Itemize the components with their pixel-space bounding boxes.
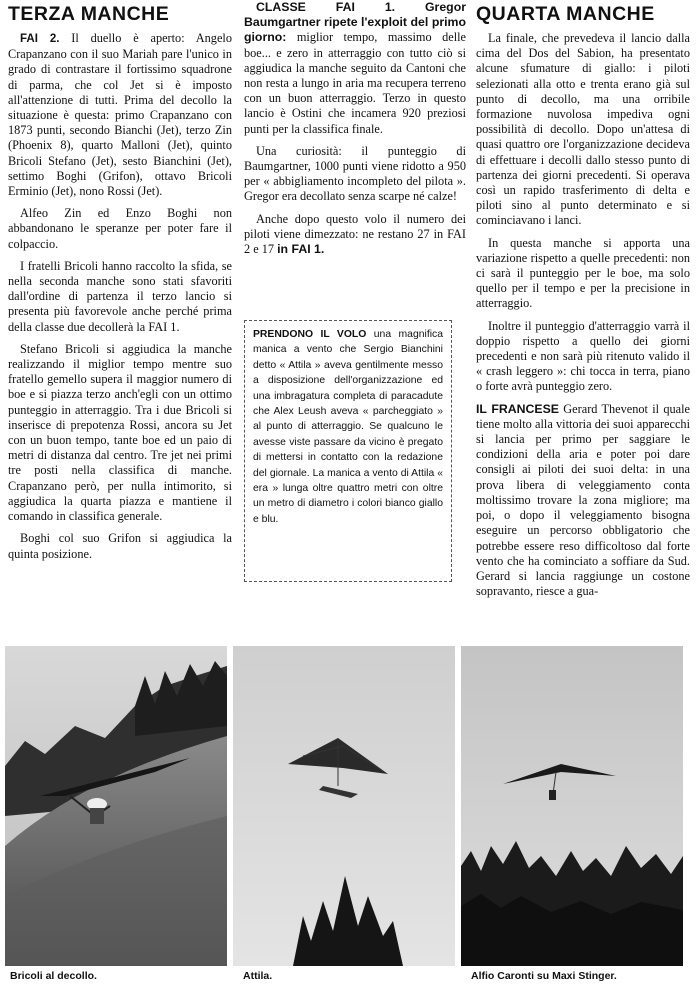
notice-lead: PRENDONO IL VOLO [253,329,367,340]
caption-photo1: Bricoli al decollo. [10,970,97,982]
paragraph [244,212,466,258]
column-terza-manche [8,0,232,569]
paragraph-text: Anche dopo questo volo il numero dei piloti viene dimezzato: ne restano 27 in FAI 2 e 17 [244,211,466,257]
paragraph-text: miglior tempo, massimo delle boe... e zero in atterraggio con tutto ciò si aggiudica la manche seguito da Cantoni che non resta a lungo in aria ma recupera terreno con un buon atterraggio. Terzo in questo lancio è Ostini che incamera 920 preziosi punti per la classifica finale. [244,30,466,136]
paragraph: Alfeo Zin ed Enzo Boghi non abbandonano le speranze per poter fare il colpaccio. [8,206,232,251]
paragraph: Boghi col suo Grifon si aggiudica la quinta posizione. [8,531,232,561]
photo-bricoli-image [5,646,227,966]
paragraph-text: Il duello è aperto: Angelo Crapanzano con il suo Mariah pare l'unico in grado di contrastare il fortissimo squadrone di parma, che col Jet si è imposto all'attenzione di tutti. Prima del decollo la situazione è questa: primo Crapanzano con 1873 punti, secondo Bianchi (Jet), terzo Zin (Phoenix 8), quarto Malloni (Jet), quinto Bricoli Stefano (Jet), sesto Bianchini (Jet), settimo Boghi (Grifon), ottavo Bricoli Erminio (Jet), nono Rossi (Jet). [8,31,232,199]
notice-text: una magnifica manica a vento che Sergio Bianchini detto « Attila » aveva gentilmente messo a disposizione dell'organizzazione ed una imbragatura completa di paracadute che Alex Leush aveva « parcheggiato » al punto di atterraggio. Se qualcuno le avesse viste passare da vicino è pregato di mettersi in contatto con la redazione del giornale. La manica a vento di Attila « era » lunga oltre quattro metri con oltre un metro di diametro i colori bianco giallo e blu. [253,329,443,525]
notice-box [244,320,452,582]
lead-il-francese: IL FRANCESE [476,401,559,416]
paragraph: Inoltre il punteggio d'atterraggio varrà il doppio rispetto a quello dei giorni precedenti e non sarà più ritenuto valido il « crash leggero »: chi tocca in terra, piano o forte avrà punteggio zero. [476,318,690,394]
bold-fai1: in FAI 1. [277,242,325,257]
column-classe-fai1 [244,0,466,264]
column-quarta-manche [476,0,690,606]
paragraph-text: Gerard Thevenot il quale tiene molto alla vittoria dei suoi apparecchi si lancia per primo per saggiare le condizioni della aria e poter poi dare consigli ai piloti dei suoi delta: in una prova libera di veleggiamento conta moltissimo trovare la zona migliore; ma poi, o dopo il veleggiamento bisogna eseguire un percorso obbligatorio che potrebbe essere reso difficoltoso dal forte vento che ha cominciato a soffiare da Sud. Gerard si lancia raggiunge un costone sopravanto, riesce a gua- [476,401,691,599]
paragraph: Stefano Bricoli si aggiudica la manche realizzando il miglior tempo mentre suo fratello gemello supera il maggior numero di boe e si piazza terzo anch'egli con un ottimo punteggio in atterraggio. Tra i due Bricoli si inserisce di prepotenza Rossi, ancora su Jet con un buon tempo, tante boe ed un paio di metri di distanza dal centro. Tre jet nei primi tre posti nella classifica di manche. Crapanzano però, per nulla intimorito, si aggiudica la quarta piazza e mantiene il comando in classifica generale. [8,341,232,524]
photo-caronti [461,646,683,966]
paragraph [8,31,232,199]
paragraph [244,0,466,137]
paragraph [476,402,690,600]
lead-fai2: FAI 2. [20,33,60,45]
photo-bricoli-decollo [5,646,227,966]
caption-photo3: Alfio Caronti su Maxi Stinger. [471,970,617,982]
paragraph: I fratelli Bricoli hanno raccolto la sfida, se nella seconda manche sono stati sfavoriti dall'ordine di partenza il terzo lancio si presenta più favorevole anche perché prima della classe due decollerà la FAI 1. [8,258,232,334]
heading-quarta-manche: QUARTA MANCHE [476,3,655,25]
photo-attila-image [233,646,455,966]
paragraph: Una curiosità: il punteggio di Baumgartner, 1000 punti viene ridotto a 950 per « abbigliamento incompleto del pilota ». Gregor era decollato senza scarpe né calze! [244,143,466,204]
paragraph: La finale, che prevedeva il lancio dalla cima del Dos del Sabion, ha presentato alcune sfumature di giallo: i piloti selezionati alla otto e trenta erano già sul punto di decollo, ma una orribile formazione nuvolosa impediva ogni possibilità di decollo. Dopo un'attesa di quasi quattro ore l'organizzazione decideva di effettuare i decolli dallo stesso punto di partenza dei giorni precedenti. Si operava così un rapido trasferimento di delta e piloti sino al punto determinato e si cominciavano i lanci. [476,31,690,228]
caption-photo2: Attila. [243,970,273,982]
photo-caronti-image [461,646,683,966]
paragraph: In questa manche si apporta una variazione rispetto a quelle precedenti: non ci sarà il punteggio per le boe, ma solo quello per il tempo e per la precisione in atterraggio. [476,235,690,311]
lead-classe-fai1: CLASSE FAI 1. Gregor Baumgartner ripete l'exploit del primo giorno: [244,0,466,45]
heading-terza-manche: TERZA MANCHE [8,3,170,25]
photo-attila [233,646,455,966]
